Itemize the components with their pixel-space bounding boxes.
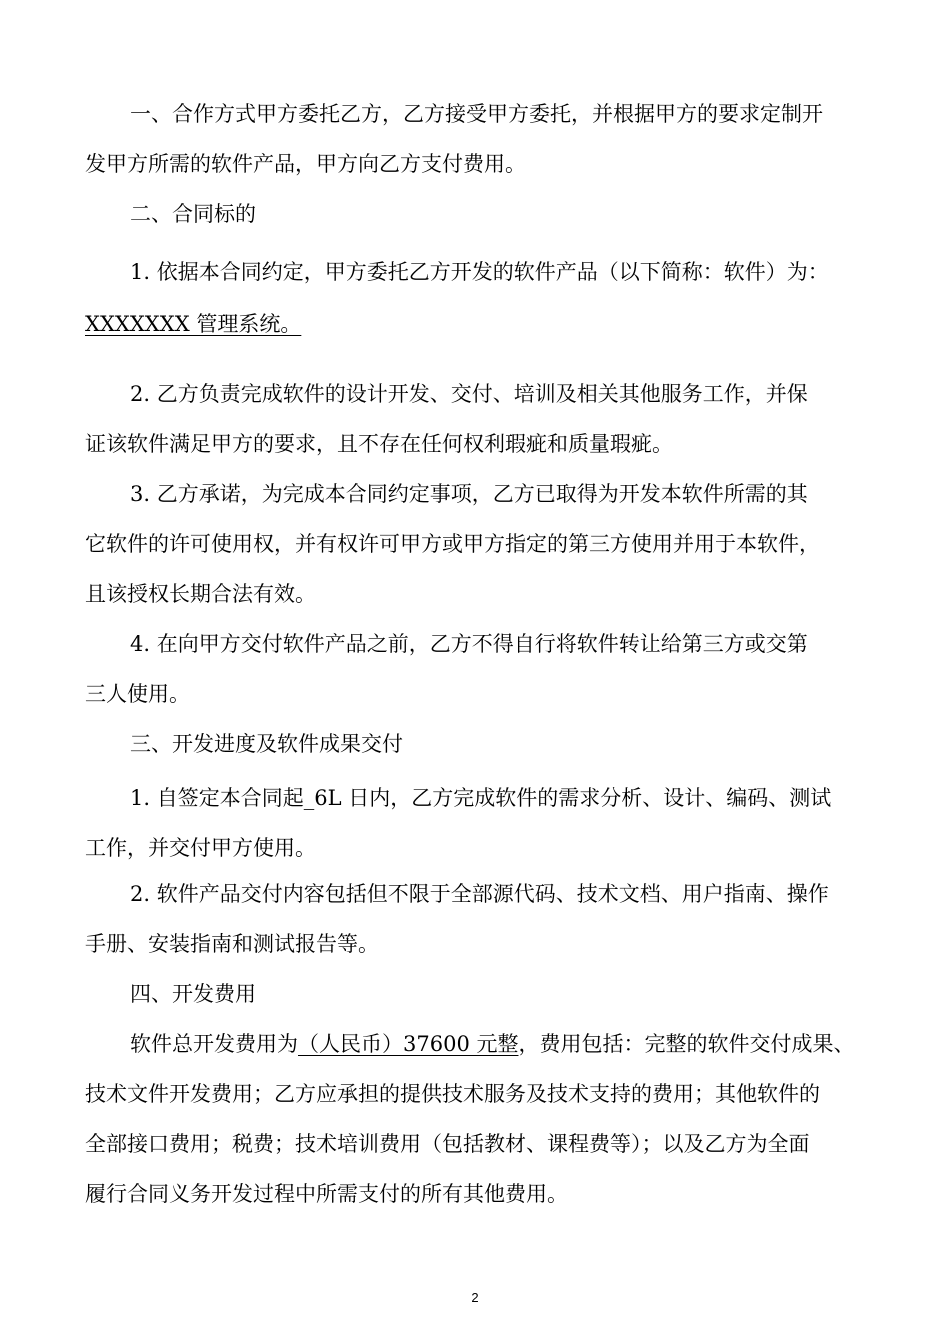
- fee-includes-text: ，费用包括：完整的软件交付成果、: [518, 1032, 855, 1056]
- fee-paragraph-line-1: [130, 1030, 854, 1058]
- clause-3-2-line-1: 2. 软件产品交付内容包括但不限于全部源代码、技术文档、用户指南、操作: [130, 882, 829, 906]
- section-1-text-line-1: 一、合作方式甲方委托乙方，乙方接受甲方委托，并根据甲方的要求定制开: [130, 102, 823, 126]
- clause-2-4-line-2: 三人使用。: [85, 682, 190, 706]
- clause-2-2-line-2: 证该软件满足甲方的要求，且不存在任何权利瑕疵和质量瑕疵。: [85, 432, 673, 456]
- section-3-heading: 三、开发进度及软件成果交付: [130, 732, 403, 756]
- clause-2-1-line-1: 1. 依据本合同约定，甲方委托乙方开发的软件产品（以下简称：软件）为：: [130, 260, 829, 284]
- page-number: 2: [471, 1290, 479, 1305]
- fee-paragraph-line-2: 技术文件开发费用；乙方应承担的提供技术服务及技术支持的费用；其他软件的: [85, 1082, 820, 1106]
- section-1-text-line-2: 发甲方所需的软件产品，甲方向乙方支付费用。: [85, 152, 526, 176]
- fee-paragraph-line-3: 全部接口费用；税费；技术培训费用（包括教材、课程费等）；以及乙方为全面: [85, 1132, 810, 1156]
- clause-2-4-line-1: 4. 在向甲方交付软件产品之前，乙方不得自行将软件转让给第三方或交第: [130, 632, 808, 656]
- clause-2-3-line-1: 3. 乙方承诺，为完成本合同约定事项，乙方已取得为开发本软件所需的其: [130, 482, 808, 506]
- clause-2-3-line-3: 且该授权长期合法有效。: [85, 582, 316, 606]
- clause-2-2-line-1: 2. 乙方负责完成软件的设计开发、交付、培训及相关其他服务工作，并保: [130, 382, 808, 406]
- section-2-heading: 二、合同标的: [130, 202, 256, 226]
- fee-amount-underlined: （人民币）37600 元整: [298, 1032, 519, 1056]
- clause-3-2-line-2: 手册、安装指南和测试报告等。: [85, 932, 379, 956]
- clause-3-1-line-1: 1. 自签定本合同起_6L 日内，乙方完成软件的需求分析、设计、编码、测试: [130, 786, 832, 810]
- fee-intro-text: 软件总开发费用为: [130, 1032, 298, 1056]
- section-4-heading: 四、开发费用: [130, 982, 256, 1006]
- clause-2-3-line-2: 它软件的许可使用权，并有权许可甲方或甲方指定的第三方使用并用于本软件，: [85, 532, 820, 556]
- fee-paragraph-line-4: 履行合同义务开发过程中所需支付的所有其他费用。: [85, 1182, 568, 1206]
- clause-3-1-line-2: 工作，并交付甲方使用。: [85, 836, 316, 860]
- system-name-underlined: XXXXXXX 管理系统。: [85, 312, 302, 336]
